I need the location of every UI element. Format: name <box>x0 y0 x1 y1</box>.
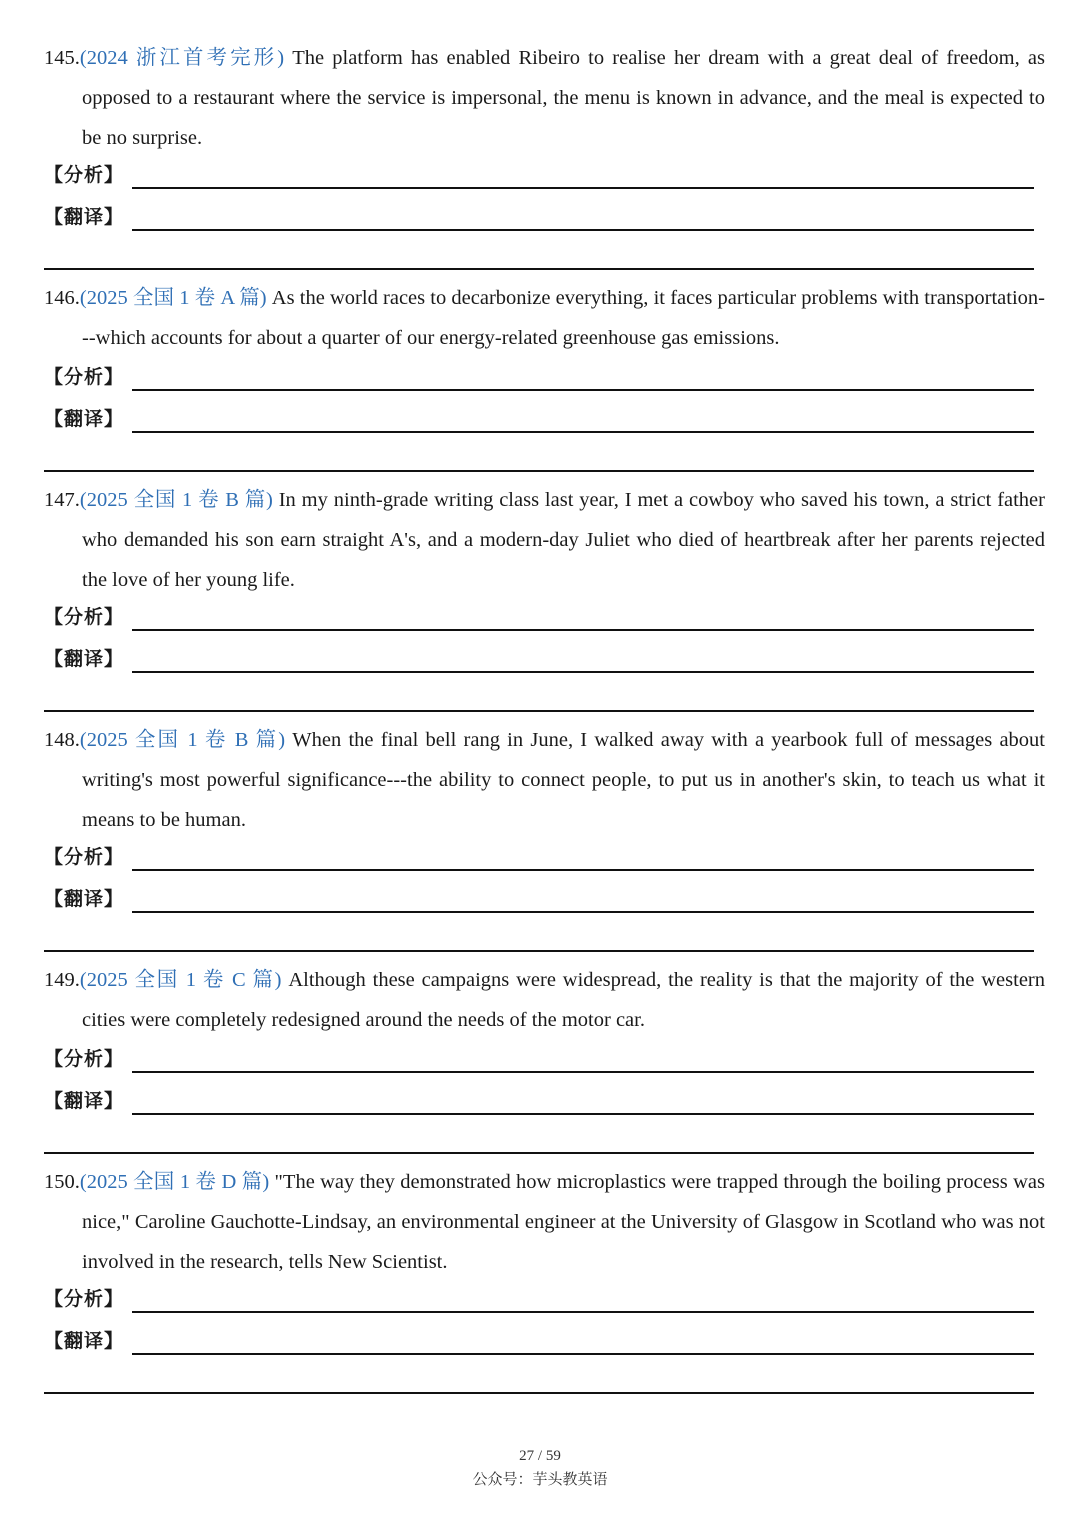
translation-label: 【翻译】 <box>44 888 125 910</box>
analysis-label: 【分析】 <box>44 846 125 868</box>
question-text: The platform has enabled Ribeiro to realise her dream with a great deal of freedom, as opposed to a restaurant where the service is impersonal, the menu is known in advance, and the meal is expected to be no surprise. <box>82 47 1046 149</box>
answer-line[interactable] <box>132 1311 1034 1313</box>
separator-line[interactable] <box>44 470 1034 472</box>
analysis-field-150[interactable] <box>44 1279 1034 1313</box>
question-147 <box>44 480 1045 600</box>
translation-field-146[interactable] <box>44 399 1034 433</box>
footer-account: 公众号：芋头教英语 <box>472 1470 608 1488</box>
analysis-label: 【分析】 <box>44 606 125 628</box>
question-145 <box>44 38 1045 158</box>
separator-line[interactable] <box>44 710 1034 712</box>
answer-line[interactable] <box>132 1353 1034 1355</box>
question-source: (2025 全国 1 卷 A 篇) <box>79 287 267 309</box>
translation-label: 【翻译】 <box>44 1090 125 1112</box>
answer-line[interactable] <box>132 629 1034 631</box>
answer-line[interactable] <box>132 671 1034 673</box>
question-number: 145. <box>44 47 80 69</box>
translation-field-150[interactable] <box>44 1321 1034 1355</box>
question-number: 150. <box>44 1171 80 1193</box>
answer-line[interactable] <box>132 1071 1034 1073</box>
separator-line[interactable] <box>44 1392 1034 1394</box>
translation-field-145[interactable] <box>44 197 1034 231</box>
question-number: 146. <box>44 287 80 309</box>
question-text: As the world races to decarbonize everything, it faces particular problems with transportation---which accounts for about a quarter of our energy-related greenhouse gas emissions. <box>82 287 1045 349</box>
analysis-field-146[interactable] <box>44 357 1034 391</box>
question-text: "The way they demonstrated how microplastics were trapped through the boiling process was nice," Caroline Gauchotte-Lindsay, an environmental engineer at the University of Glasgow in Scotland who was not involved in the research, tells New Scientist. <box>82 1171 1045 1273</box>
question-number: 147. <box>44 489 80 511</box>
separator-line[interactable] <box>44 1152 1034 1154</box>
question-148 <box>44 720 1045 840</box>
analysis-field-148[interactable] <box>44 837 1034 871</box>
question-146 <box>44 278 1045 358</box>
analysis-field-145[interactable] <box>44 155 1034 189</box>
question-149 <box>44 960 1045 1040</box>
answer-line[interactable] <box>132 869 1034 871</box>
analysis-label: 【分析】 <box>44 164 125 186</box>
translation-field-148[interactable] <box>44 879 1034 913</box>
question-150 <box>44 1162 1045 1282</box>
answer-line[interactable] <box>132 187 1034 189</box>
analysis-field-149[interactable] <box>44 1039 1034 1073</box>
separator-line[interactable] <box>44 950 1034 952</box>
translation-label: 【翻译】 <box>44 648 125 670</box>
analysis-label: 【分析】 <box>44 366 125 388</box>
answer-line[interactable] <box>132 229 1034 231</box>
question-number: 149. <box>44 969 80 991</box>
page-number: 27 / 59 <box>519 1448 561 1464</box>
answer-line[interactable] <box>132 389 1034 391</box>
translation-field-149[interactable] <box>44 1081 1034 1115</box>
question-number: 148. <box>44 729 80 751</box>
question-text: When the final bell rang in June, I walked away with a yearbook full of messages about writing's most powerful significance---the ability to connect people, to put us in another's skin, to teach us what it means to be human. <box>82 729 1046 831</box>
answer-line[interactable] <box>132 1113 1034 1115</box>
question-source: (2025 全国 1 卷 C 篇) <box>79 969 282 991</box>
question-source: (2025 全国 1 卷 D 篇) <box>79 1171 270 1193</box>
question-text: In my ninth-grade writing class last year, I met a cowboy who saved his town, a strict father who demanded his son earn straight A's, and a modern-day Juliet who died of heartbreak after her parents rejected the love of her young life. <box>82 489 1045 591</box>
question-source: (2025 全国 1 卷 B 篇) <box>79 729 286 751</box>
analysis-label: 【分析】 <box>44 1288 125 1310</box>
separator-line[interactable] <box>44 268 1034 270</box>
analysis-field-147[interactable] <box>44 597 1034 631</box>
translation-label: 【翻译】 <box>44 206 125 228</box>
question-source: (2024 浙江首考完形) <box>79 47 285 69</box>
answer-line[interactable] <box>132 911 1034 913</box>
question-source: (2025 全国 1 卷 B 篇) <box>79 489 273 511</box>
translation-field-147[interactable] <box>44 639 1034 673</box>
answer-line[interactable] <box>132 431 1034 433</box>
translation-label: 【翻译】 <box>44 408 125 430</box>
translation-label: 【翻译】 <box>44 1330 125 1352</box>
analysis-label: 【分析】 <box>44 1048 125 1070</box>
question-text: Although these campaigns were widespread, the reality is that the majority of the western cities were completely redesigned around the needs of the motor car. <box>82 969 1046 1031</box>
